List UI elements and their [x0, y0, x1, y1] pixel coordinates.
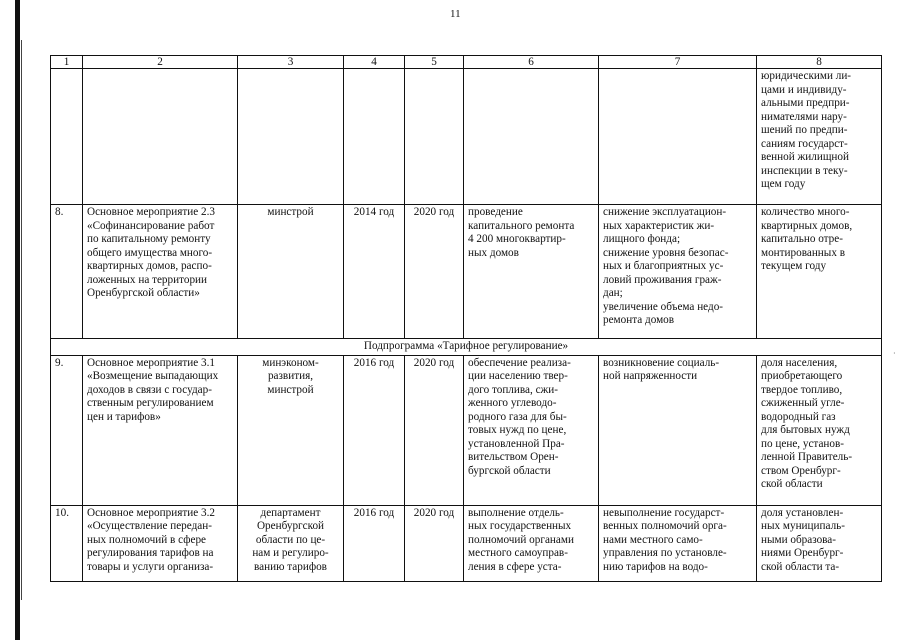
scan-speck: · [893, 349, 896, 358]
non-implementation-risk: возникновение социаль- ной напряженности [599, 355, 757, 505]
subprogram-row [51, 339, 882, 356]
measure-name: Основное мероприятие 3.1 «Возмещение выпадающих доходов в связи с государ- ственным регулированием цен и тарифов» [83, 355, 238, 505]
expected-result: обеспечение реализа- ции населению твер- дого топлива, сжи- женного углеводо- родного газа для бы- товых нужд по цене, установленной Пра- вительством Орен- бургской области [464, 355, 599, 505]
row-number: 9. [51, 355, 83, 505]
header-cell-1: 1 [51, 56, 83, 69]
end-year: 2020 год [405, 205, 464, 339]
measure-name: Основное мероприятие 3.2 «Осуществление передан- ных полномочий в сфере регулирования тарифов на товары и услуги организа- [83, 505, 238, 581]
start-year: 2016 год [344, 505, 405, 581]
header-cell-3: 3 [238, 56, 344, 69]
header-row [51, 56, 882, 69]
header-cell-7: 7 [599, 56, 757, 69]
binding-edge-thin [21, 40, 22, 600]
table-row [51, 355, 882, 505]
executor: департамент Оренбургской области по це- нам и регулиро- ванию тарифов [238, 505, 344, 581]
start-year [344, 69, 405, 205]
executor [238, 69, 344, 205]
measure-name [83, 69, 238, 205]
expected-result: выполнение отдель- ных государственных полномочий органами местного самоуправ- ления в сфере уста- [464, 505, 599, 581]
header-cell-4: 4 [344, 56, 405, 69]
row-number [51, 69, 83, 205]
header-cell-8: 8 [757, 56, 882, 69]
end-year [405, 69, 464, 205]
start-year: 2016 год [344, 355, 405, 505]
measures-table [50, 55, 882, 582]
executor: минстрой [238, 205, 344, 339]
measure-name: Основное мероприятие 2.3 «Софинансирование работ по капитальному ремонту общего имущества много- квартирных домов, распо- ложенных на территории Оренбургской области» [83, 205, 238, 339]
binding-edge [15, 0, 20, 640]
expected-result [464, 69, 599, 205]
indicator: количество много- квартирных домов, капитально отре- монтированных в текущем году [757, 205, 882, 339]
table-row [51, 505, 882, 581]
non-implementation-risk: невыполнение государст- венных полномочий орга- нами местного само- управления по установле- нию тарифов на водо- [599, 505, 757, 581]
table-row [51, 69, 882, 205]
header-cell-6: 6 [464, 56, 599, 69]
header-cell-2: 2 [83, 56, 238, 69]
end-year: 2020 год [405, 505, 464, 581]
indicator: юридическими ли- цами и индивиду- альными предпри- нимателями нару- шений по предпи- саниям государст- венной жилищной инспекции в теку- щем году [757, 69, 882, 205]
row-number: 10. [51, 505, 83, 581]
indicator: доля установлен- ных муниципаль- ными образова- ниями Оренбург- ской области та- [757, 505, 882, 581]
expected-result: проведение капитального ремонта 4 200 многоквартир- ных домов [464, 205, 599, 339]
non-implementation-risk [599, 69, 757, 205]
table-row [51, 205, 882, 339]
row-number: 8. [51, 205, 83, 339]
page-number: 11 [450, 8, 461, 20]
header-cell-5: 5 [405, 56, 464, 69]
indicator: доля населения, приобретающего твердое топливо, сжиженный угле- водородный газ для бытовых нужд по цене, установ- ленной Правитель- ством Оренбург- ской области [757, 355, 882, 505]
non-implementation-risk: снижение эксплуатацион- ных характеристик жи- лищного фонда; снижение уровня безопас- ных и благоприятных ус- ловий проживания граж- дан; увеличение объема недо- ремонта домов [599, 205, 757, 339]
subprogram-title: Подпрограмма «Тарифное регулирование» [51, 339, 882, 356]
end-year: 2020 год [405, 355, 464, 505]
start-year: 2014 год [344, 205, 405, 339]
executor: минэконом- развития, минстрой [238, 355, 344, 505]
